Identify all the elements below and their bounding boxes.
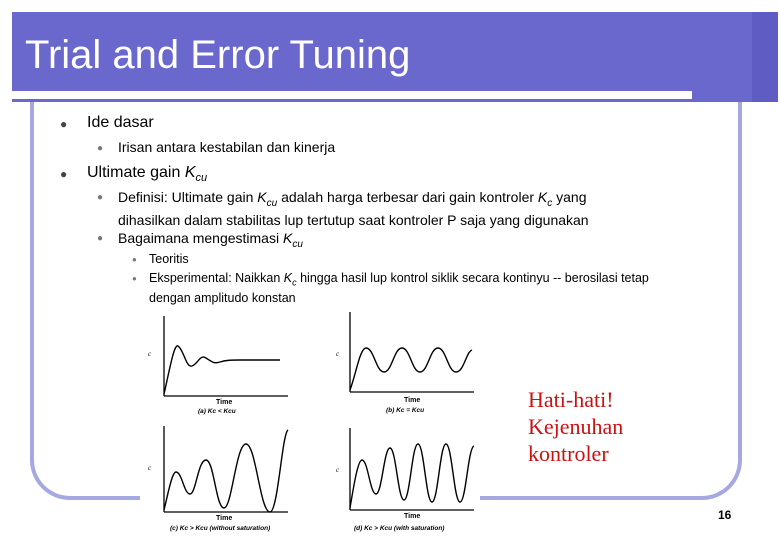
axis-c-label: c <box>336 466 340 474</box>
eksperimental-text-b: hingga hasil lup kontrol siklik secara kontinyu -- berosilasi tetap <box>296 271 649 285</box>
eksperimental-var: K <box>283 271 293 285</box>
caption-a: (a) Kc < Kcu <box>198 408 236 415</box>
definisi-sub: cu <box>266 197 278 209</box>
bullet-bagaimana <box>118 230 303 253</box>
bullet-dot: ● <box>132 255 137 264</box>
bullet-irisan: Irisan antara kestabilan dan kinerja <box>118 139 336 155</box>
figure-panel <box>140 308 480 540</box>
axis-c-label: c <box>148 464 152 472</box>
bullet-dot: ● <box>60 117 68 131</box>
definisi-sub2: c <box>547 197 553 209</box>
bullet-dot: ● <box>132 274 137 283</box>
slide-title: Trial and Error Tuning <box>25 33 411 77</box>
bagaimana-text: Bagaimana mengestimasi <box>118 230 283 246</box>
bullet-definisi <box>118 189 678 229</box>
bullet-dot: ● <box>97 233 104 244</box>
eksperimental-line2: dengan amplitudo konstan <box>149 290 296 305</box>
definisi-text-a: Definisi: Ultimate gain <box>118 189 258 205</box>
response-figures <box>140 308 480 540</box>
figure-a <box>148 316 288 415</box>
bullet-dot: ● <box>97 192 104 203</box>
ultimate-gain-var: K <box>184 164 196 181</box>
bagaimana-var: K <box>282 230 293 246</box>
axis-time-label: Time <box>404 513 421 520</box>
figure-b <box>336 312 474 414</box>
bullet-dot: ● <box>97 143 104 154</box>
definisi-var: K <box>257 189 267 205</box>
ultimate-gain-sub: cu <box>195 172 208 185</box>
definisi-text-c: yang <box>552 189 587 205</box>
bullet-ide-dasar: Ide dasar <box>87 114 154 131</box>
axis-time-label: Time <box>404 397 421 404</box>
axis-time-label: Time <box>216 515 233 522</box>
eksperimental-sub: c <box>292 277 297 288</box>
warning-line1: Hati-hati! <box>528 387 614 412</box>
bullet-dot: ● <box>60 167 68 181</box>
axis-time-label: Time <box>216 399 233 406</box>
definisi-var2: K <box>537 189 548 205</box>
title-underline <box>12 91 692 99</box>
definisi-line2: dihasilkan dalam stabilitas lup tertutup saat kontroler P saja yang digunakan <box>118 211 589 228</box>
axis-c-label: c <box>148 350 152 358</box>
bullet-teoritis: Teoritis <box>149 252 189 266</box>
figure-c <box>148 426 288 532</box>
bullet-eksperimental <box>149 271 719 306</box>
caption-d: (d) Kc > Kcu (with saturation) <box>354 525 445 532</box>
title-bar-tab <box>752 12 778 102</box>
figure-d <box>336 428 474 532</box>
warning-line3: kontroler <box>528 441 609 466</box>
bagaimana-sub: cu <box>292 238 303 250</box>
ultimate-gain-text: Ultimate gain <box>87 164 185 181</box>
page-number: 16 <box>718 508 732 522</box>
caption-c: (c) Kc > Kcu (without saturation) <box>170 525 271 532</box>
warning-note <box>528 386 623 467</box>
axis-c-label: c <box>336 350 340 358</box>
caption-b: (b) Kc = Kcu <box>386 407 425 414</box>
bullet-ultimate-gain <box>87 164 207 184</box>
warning-line2: Kejenuhan <box>528 414 624 439</box>
eksperimental-text-a: Eksperimental: Naikkan <box>149 271 284 285</box>
definisi-text-b: adalah harga terbesar dari gain kontroler <box>277 189 538 205</box>
